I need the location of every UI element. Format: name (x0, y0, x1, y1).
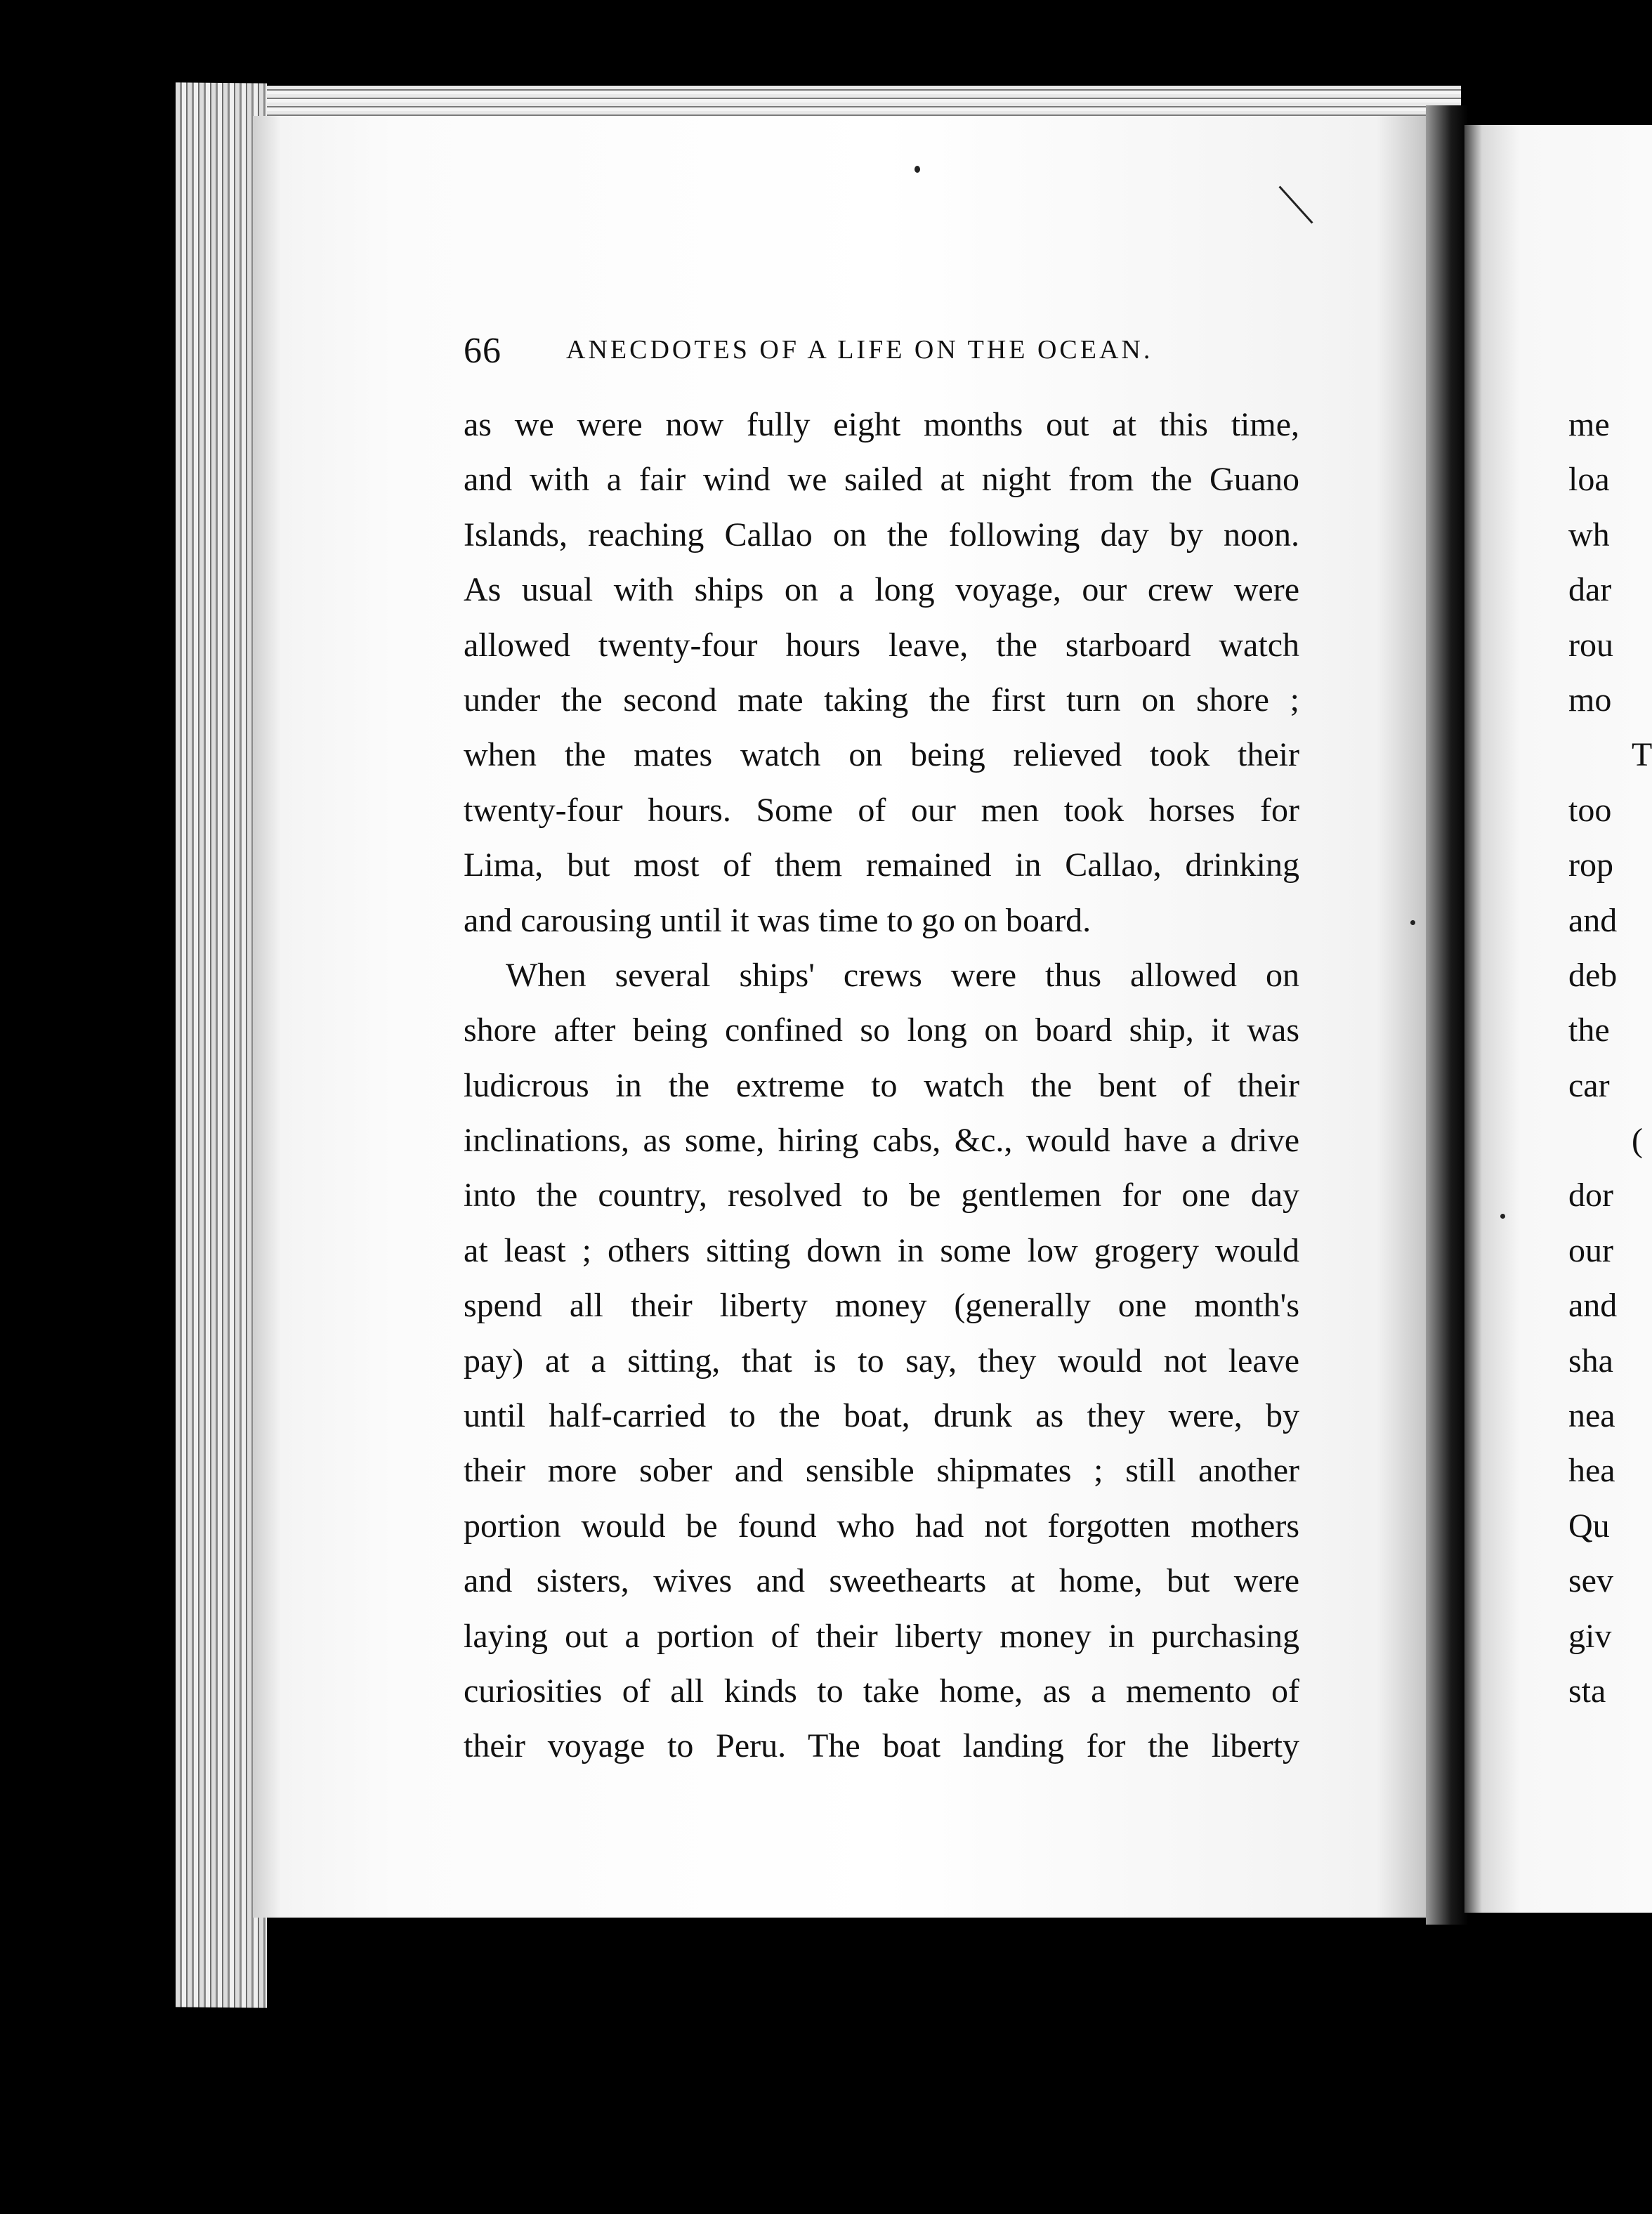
text-line: twenty-four hours. Some of our men took horses for (464, 791, 1299, 829)
right-text-fragment: dor (1568, 1177, 1613, 1214)
right-text-fragment: giv (1568, 1617, 1612, 1655)
running-head: ANECDOTES OF A LIFE ON THE OCEAN. (566, 335, 1153, 365)
right-text-fragment: sev (1568, 1562, 1613, 1600)
text-line: their voyage to Peru. The boat landing for the liberty (464, 1727, 1299, 1765)
body-text (464, 398, 1299, 1774)
right-text-fragment: and (1568, 1287, 1618, 1325)
right-text-fragment: nea (1568, 1397, 1615, 1435)
text-line: at least ; others sitting down in some low grogery would (464, 1231, 1299, 1269)
text-line: curiosities of all kinds to take home, as a memento of (464, 1672, 1299, 1710)
text-line: and with a fair wind we sailed at night from the Guano (464, 461, 1299, 499)
text-line: and sisters, wives and sweethearts at home, but were (464, 1562, 1299, 1600)
text-line: inclinations, as some, hiring cabs, &c., would have a drive (464, 1122, 1299, 1160)
text-line: allowed twenty-four hours leave, the starboard watch (464, 626, 1299, 664)
text-line: their more sober and sensible shipmates ; still another (464, 1452, 1299, 1490)
text-line: pay) at a sitting, that is to say, they would not leave (464, 1342, 1299, 1380)
text-line: as we were now fully eight months out at this time, (464, 406, 1299, 443)
right-text-fragment: sha (1568, 1342, 1613, 1380)
right-text-fragment: wh (1568, 516, 1610, 554)
right-text-fragment: our (1568, 1231, 1613, 1269)
right-text-fragment: loa (1568, 461, 1610, 499)
text-line: ludicrous in the extreme to watch the bent of their (464, 1066, 1299, 1104)
right-text-fragment: me (1568, 406, 1610, 443)
ink-speck (914, 166, 920, 173)
page-number: 66 (464, 331, 501, 371)
right-text-fragment: rop (1568, 846, 1613, 884)
right-text-fragment: mo (1568, 681, 1612, 719)
text-line: spend all their liberty money (generally one month's (464, 1287, 1299, 1325)
right-text-fragment: car (1568, 1066, 1610, 1104)
text-line: When several ships' crews were thus allowed on (506, 956, 1299, 994)
text-line: Islands, reaching Callao on the following day by noon. (464, 516, 1299, 554)
text-line: and carousing until it was time to go on board. (464, 901, 1092, 939)
text-line: until half-carried to the boat, drunk as they were, by (464, 1397, 1299, 1435)
right-text-fragment: Qu (1568, 1507, 1610, 1545)
text-line: laying out a portion of their liberty money in purchasing (464, 1617, 1299, 1655)
right-text-fragment: and (1568, 901, 1618, 939)
text-line: Lima, but most of them remained in Callao, drinking (464, 846, 1299, 884)
right-text-fragment: the (1568, 1011, 1610, 1049)
right-text-fragment: sta (1568, 1672, 1606, 1710)
text-line: when the mates watch on being relieved took their (464, 736, 1299, 774)
right-text-fragment: rou (1568, 626, 1613, 664)
text-line: As usual with ships on a long voyage, our crew were (464, 571, 1299, 609)
text-line: under the second mate taking the first turn on shore ; (464, 681, 1299, 719)
book-gutter (1426, 105, 1468, 1925)
right-text-fragment: too (1568, 791, 1612, 829)
right-text-fragment: T (1632, 736, 1652, 774)
text-line: shore after being confined so long on board ship, it was (464, 1011, 1299, 1049)
right-text-fragment: dar (1568, 571, 1612, 609)
right-page-text-fragments (1568, 398, 1652, 1719)
right-text-fragment: hea (1568, 1452, 1615, 1490)
ink-speck (1410, 920, 1415, 925)
text-line: into the country, resolved to be gentlemen for one day (464, 1177, 1299, 1214)
ink-speck (1500, 1214, 1505, 1219)
right-text-fragment: deb (1568, 956, 1618, 994)
text-line: portion would be found who had not forgotten mothers (464, 1507, 1299, 1545)
right-text-fragment: ( (1632, 1122, 1643, 1160)
